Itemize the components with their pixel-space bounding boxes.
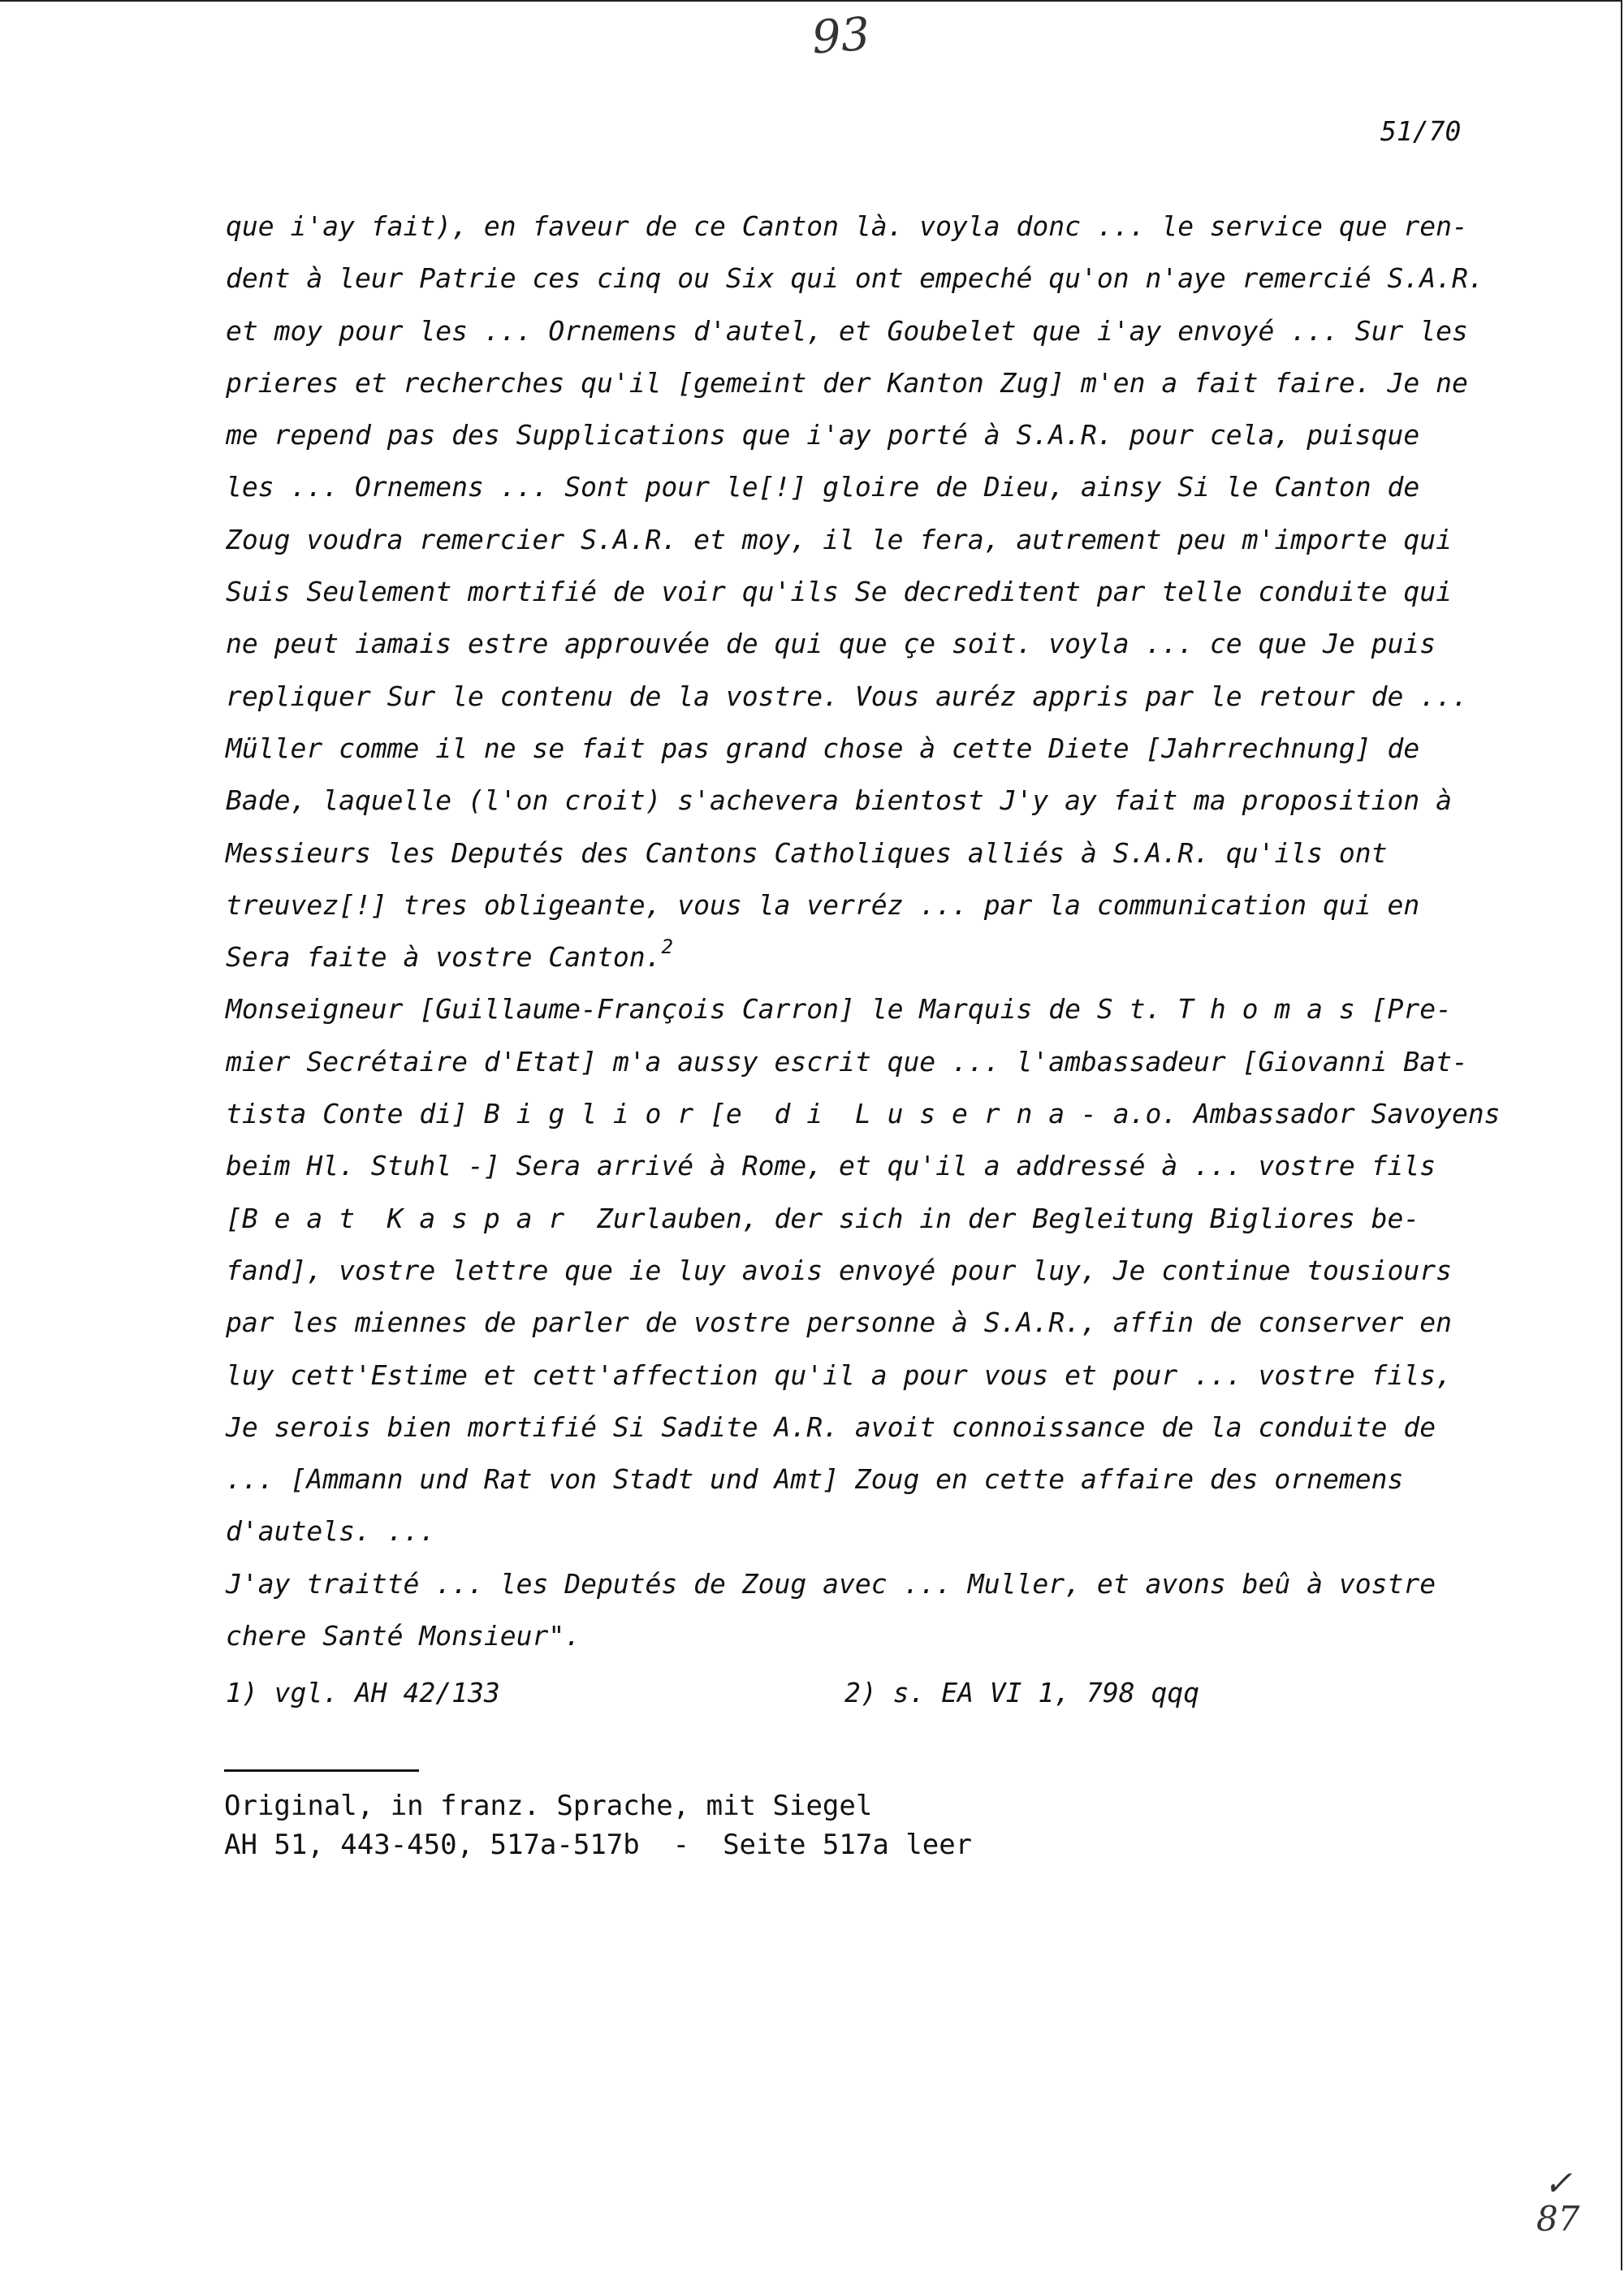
- body-line: Bade, laquelle (l'on croit) s'achevera bientost J'y ay fait ma proposition à: [226, 784, 1452, 817]
- handwritten-page-number: 93: [810, 7, 872, 65]
- body-line: que i'ay fait), en faveur de ce Canton là. voyla donc ... le service que ren-: [226, 210, 1468, 242]
- margin-number: 87: [1536, 2199, 1580, 2239]
- footnote-1: 1) vgl. AH 42/133: [226, 1677, 500, 1708]
- body-line: fand], vostre lettre que ie luy avois envoyé pour luy, Je continue tousiours: [226, 1254, 1452, 1286]
- body-line: Suis Seulement mortifié de voir qu'ils Se decreditent par telle conduite qui: [226, 576, 1452, 608]
- body-line: par les miennes de parler de vostre personne à S.A.R., affin de conserver en: [226, 1307, 1452, 1339]
- body-line: Müller comme il ne se fait pas grand chose à cette Diete [Jahrrechnung] de: [226, 732, 1420, 764]
- body-line: J'ay traitté ... les Deputés de Zoug avec ... Muller, et avons beû à vostre: [226, 1567, 1436, 1600]
- body-line: luy cett'Estime et cett'affection qu'il a pour vous et pour ... vostre fils,: [226, 1358, 1452, 1391]
- body-line-with-footnote: [226, 931, 1541, 983]
- body-line-text: Sera faite à vostre Canton.: [226, 941, 662, 974]
- body-line: dent à leur Patrie ces cinq ou Six qui ont empeché qu'on n'aye remercié S.A.R.: [226, 262, 1484, 295]
- body-line: Zoug voudra remercier S.A.R. et moy, il le fera, autrement peu m'importe qui: [226, 523, 1452, 555]
- body-line: ne peut iamais estre approuvée de qui que çe soit. voyla ... ce que Je puis: [226, 628, 1436, 660]
- letter-body: [226, 201, 1541, 1662]
- body-line: ... [Ammann und Rat von Stadt und Amt] Zoug en cette affaire des ornemens: [226, 1463, 1404, 1496]
- footnote-2: 2) s. EA VI 1, 798 qqq: [844, 1677, 1200, 1708]
- source-line-2: AH 51, 443-450, 517a-517b - Seite 517a leer: [224, 1829, 973, 1861]
- checkmark-icon: ✓: [1544, 2163, 1573, 2203]
- body-line: prieres et recherches qu'il [gemeint der Kanton Zug] m'en a fait faire. Je ne: [226, 366, 1468, 399]
- source-line-1: Original, in franz. Sprache, mit Siegel: [224, 1790, 873, 1822]
- separator-rule: [224, 1769, 419, 1772]
- body-line: repliquer Sur le contenu de la vostre. Vous auréz appris par le retour de ...: [226, 680, 1468, 712]
- handwritten-margin-mark: [1536, 2163, 1580, 2239]
- body-line: mier Secrétaire d'Etat] m'a aussy escrit que ... l'ambassadeur [Giovanni Bat-: [226, 1045, 1468, 1078]
- body-line: Messieurs les Deputés des Cantons Catholiques alliés à S.A.R. qu'ils ont: [226, 836, 1388, 869]
- body-line: chere Santé Monsieur".: [226, 1620, 581, 1652]
- body-line: Je serois bien mortifié Si Sadite A.R. avoit connoissance de la conduite de: [226, 1410, 1436, 1443]
- body-line: les ... Ornemens ... Sont pour le[!] gloire de Dieu, ainsy Si le Canton de: [226, 471, 1420, 503]
- body-line: et moy pour les ... Ornemens d'autel, et Goubelet que i'ay envoyé ... Sur les: [226, 314, 1468, 347]
- body-line: me repend pas des Supplications que i'ay porté à S.A.R. pour cela, puisque: [226, 419, 1420, 451]
- body-line: beim Hl. Stuhl -] Sera arrivé à Rome, et qu'il a addressé à ... vostre fils: [226, 1150, 1436, 1182]
- source-note: [224, 1786, 972, 1864]
- body-line: [B e a t K a s p a r Zurlauben, der sich in der Begleitung Bigliores be-: [226, 1202, 1420, 1234]
- body-line: tista Conte di] B i g l i o r [e d i L u s e r n a - a.o. Ambassador Savoyens: [226, 1098, 1501, 1130]
- footnote-marker: 2: [661, 935, 673, 959]
- footnotes: [226, 1677, 1444, 1729]
- body-line: treuvez[!] tres obligeante, vous la verréz ... par la communication qui en: [226, 888, 1420, 921]
- page-number: 51/70: [1380, 115, 1462, 147]
- body-line: d'autels. ...: [226, 1515, 436, 1548]
- body-line: Monseigneur [Guillaume-François Carron] le Marquis de S t. T h o m a s [Pre-: [226, 993, 1452, 1026]
